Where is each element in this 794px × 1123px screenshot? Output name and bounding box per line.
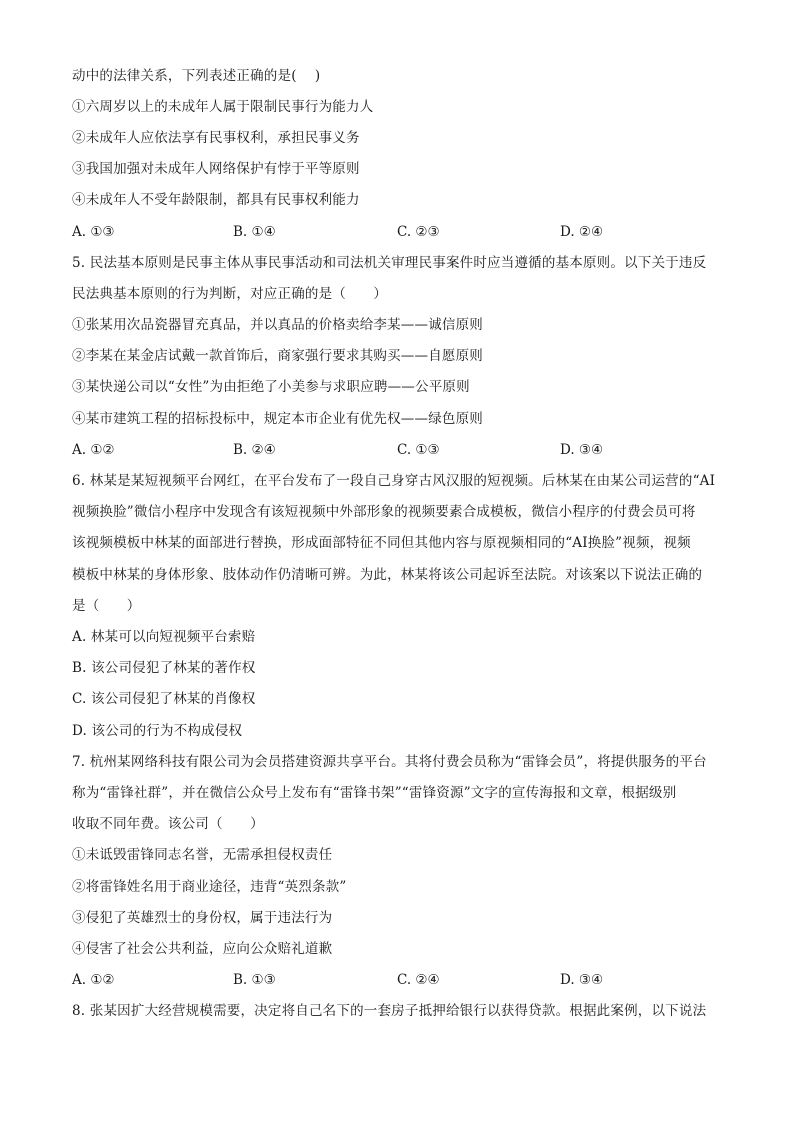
q6-option-d: D. 该公司的行为不构成侵权 — [72, 723, 243, 739]
q6-option-a: A. 林某可以向短视频平台索赔 — [72, 629, 256, 645]
q6-option-b: B. 该公司侵犯了林某的著作权 — [72, 660, 256, 676]
q4-item-1: ①六周岁以上的未成年人属于限制民事行为能力人 — [72, 99, 374, 115]
q7-option-d: D. ③④ — [560, 972, 604, 988]
q7-stem-line-3: 收取不同年费。该公司（ ） — [72, 816, 264, 832]
q4-item-2: ②未成年人应依法享有民事权利，承担民事义务 — [72, 130, 360, 146]
q6-stem-line-1: 6. 林某是某短视频平台网红，在平台发布了一段自己身穿古风汉服的短视频。后林某在由某公司运营的“AI — [72, 473, 716, 489]
q5-option-d: D. ③④ — [560, 442, 604, 458]
q4-item-3: ③我国加强对未成年人网络保护有悖于平等原则 — [72, 161, 360, 177]
q4-item-4: ④未成年人不受年龄限制，都具有民事权利能力 — [72, 192, 360, 208]
q5-item-4: ④某市建筑工程的招标投标中，规定本市企业有优先权——绿色原则 — [72, 411, 483, 427]
q5-item-2: ②李某在某金店试戴一款首饰后，商家强行要求其购买——自愿原则 — [72, 348, 483, 364]
q4-option-a: A. ①③ — [72, 224, 115, 240]
q6-stem-line-3: 该视频模板中林某的面部进行替换，形成面部特征不同但其他内容与原视频相同的“AI换脸”视频，视频 — [72, 535, 691, 551]
q8-stem-start: 8. 张某因扩大经营规模需要，决定将自己名下的一套房子抵押给银行以获得贷款。根据此案例，以下说法 — [72, 1003, 707, 1019]
q5-item-1: ①张某用次品瓷器冒充真品，并以真品的价格卖给李某——诚信原则 — [72, 317, 483, 333]
q7-stem-line-2: 称为“雷锋社群”，并在微信公众号上发布有“雷锋书架”“雷锋资源”文字的宣传海报和文章，根据级别 — [72, 785, 677, 801]
q7-stem-line-1: 7. 杭州某网络科技有限公司为会员搭建资源共享平台。其将付费会员称为“雷锋会员”，将提供服务的平台 — [72, 754, 707, 770]
q5-option-b: B. ②④ — [233, 442, 276, 458]
q7-item-3: ③侵犯了英雄烈士的身份权，属于违法行为 — [72, 910, 333, 926]
q7-option-a: A. ①② — [72, 972, 115, 988]
q5-option-c: C. ①③ — [397, 442, 440, 458]
q7-item-1: ①未诋毁雷锋同志名誉，无需承担侵权责任 — [72, 847, 333, 863]
q4-stem-end: 动中的法律关系，下列表述正确的是( ) — [72, 68, 321, 84]
q5-option-a: A. ①② — [72, 442, 115, 458]
q5-stem-line-2: 民法典基本原则的行为判断，对应正确的是（ ） — [72, 286, 388, 302]
q4-option-c: C. ②③ — [397, 224, 440, 240]
q6-stem-line-5: 是（ ） — [72, 598, 141, 614]
q5-stem-line-1: 5. 民法基本原则是民事主体从事民事活动和司法机关审理民事案件时应当遵循的基本原则。以下关于违反 — [72, 255, 707, 271]
q7-option-c: C. ②④ — [397, 972, 440, 988]
q7-item-2: ②将雷锋姓名用于商业途径，违背“英烈条款” — [72, 879, 347, 895]
q6-stem-line-2: 视频换脸”微信小程序中发现含有该短视频中外部形象的视频要素合成模板，微信小程序的付费会员可将 — [72, 504, 696, 520]
q5-item-3: ③某快递公司以“女性”为由拒绝了小美参与求职应聘——公平原则 — [72, 379, 470, 395]
q6-stem-line-4: 模板中林某的身体形象、肢体动作仍清晰可辨。为此，林某将该公司起诉至法院。对该案以下说法正确的 — [72, 567, 703, 583]
q7-option-b: B. ①③ — [233, 972, 276, 988]
q4-option-d: D. ②④ — [560, 224, 604, 240]
q4-option-b: B. ①④ — [233, 224, 276, 240]
q7-item-4: ④侵害了社会公共利益，应向公众赔礼道歉 — [72, 941, 333, 957]
q6-option-c: C. 该公司侵犯了林某的肖像权 — [72, 691, 256, 707]
